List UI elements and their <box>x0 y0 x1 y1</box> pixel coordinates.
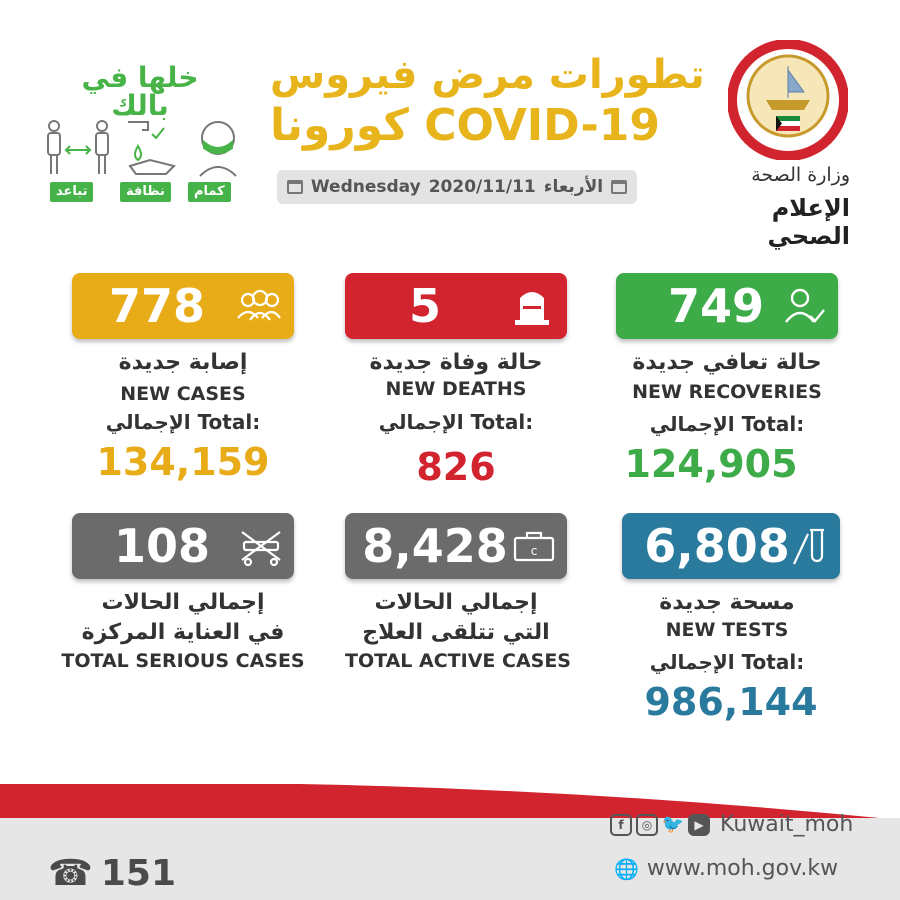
prevention-label-hygiene: نظافة <box>120 182 171 202</box>
new-cases-total-label: الإجمالي Total: <box>105 410 261 434</box>
new-recoveries-value: 749 <box>667 279 765 333</box>
test-tube-icon <box>788 526 834 566</box>
deaths-total: 826 <box>416 445 496 489</box>
footer-white-wave <box>0 760 900 820</box>
new-cases-label-en: NEW CASES <box>120 383 246 405</box>
new-recoveries-label-ar: حالة تعافي جديدة <box>632 350 822 375</box>
active-cases-label-en: TOTAL ACTIVE CASES <box>345 650 571 672</box>
title-line-2: كورونا COVID-19 <box>270 100 660 151</box>
calendar-icon <box>287 180 303 194</box>
new-tests-value: 6,808 <box>644 519 790 573</box>
globe-icon: 🌐 <box>614 856 639 881</box>
prevention-icons <box>40 116 250 180</box>
serious-cases-value: 108 <box>113 519 211 573</box>
instagram-icon[interactable]: ◎ <box>636 814 658 836</box>
new-deaths-box <box>345 273 567 339</box>
gravestone-icon <box>509 286 555 326</box>
active-cases-label-ar-1: إجمالي الحالات <box>374 590 538 615</box>
active-cases-value: 8,428 <box>362 519 508 573</box>
youtube-icon[interactable]: ▶ <box>688 814 710 836</box>
date-english: Wednesday <box>310 177 421 197</box>
hospital-bed-icon <box>238 526 284 566</box>
user-check-icon <box>782 286 828 326</box>
medical-case-icon <box>511 526 557 566</box>
ministry-logo <box>728 40 848 160</box>
people-group-icon <box>236 286 282 326</box>
new-tests-total-label: الإجمالي Total: <box>649 650 805 674</box>
mask-icon <box>200 122 236 176</box>
new-cases-box <box>72 273 294 339</box>
hotline-number: 151 <box>100 853 176 894</box>
serious-cases-label-en: TOTAL SERIOUS CASES <box>61 650 305 672</box>
website-link[interactable] <box>614 856 838 881</box>
twitter-icon[interactable]: 🐦 <box>661 814 685 835</box>
new-deaths-total-label: الإجمالي Total: <box>378 410 534 434</box>
slogan: خلها في بالك <box>81 61 199 122</box>
cases-total: 134,159 <box>96 440 270 484</box>
website-url[interactable]: www.moh.gov.kw <box>646 856 839 881</box>
new-tests-label-en: NEW TESTS <box>665 619 789 641</box>
social-handle[interactable]: Kuwait_moh <box>720 812 854 837</box>
hand-washing-icon <box>128 122 174 174</box>
serious-cases-label-ar-1: إجمالي الحالات <box>101 590 265 615</box>
calendar-icon <box>611 180 627 194</box>
new-tests-label-ar: مسحة جديدة <box>659 590 795 615</box>
tests-total: 986,144 <box>644 680 818 724</box>
new-cases-value: 778 <box>108 279 206 333</box>
media-department: الإعلام الصحي <box>767 194 850 250</box>
social-distancing-icon <box>48 121 108 174</box>
new-deaths-label-en: NEW DEATHS <box>385 378 527 400</box>
facebook-icon[interactable]: f <box>610 814 632 836</box>
date-value: 2020/11/11 <box>428 177 536 197</box>
prevention-label-mask: كمام <box>188 182 231 202</box>
active-cases-label-ar-2: التي تتلقى العلاج <box>362 620 550 645</box>
title-line-1: تطورات مرض فيروس <box>270 52 705 98</box>
phone-icon: ☎ <box>48 853 93 894</box>
date-arabic: الأربعاء <box>543 177 604 197</box>
serious-cases-box <box>72 513 294 579</box>
new-cases-label-ar: إصابة جديدة <box>118 350 248 375</box>
active-cases-box <box>345 513 567 579</box>
recoveries-total: 124,905 <box>624 442 798 486</box>
ministry-name: وزارة الصحة <box>751 164 850 186</box>
prevention-label-distancing: تباعد <box>50 182 93 202</box>
date-bar <box>277 170 637 204</box>
social-links <box>610 812 853 837</box>
new-deaths-value: 5 <box>408 279 441 333</box>
new-recoveries-box <box>616 273 838 339</box>
serious-cases-label-ar-2: في العناية المركزة <box>81 620 285 645</box>
new-tests-box <box>622 513 840 579</box>
new-recoveries-total-label: الإجمالي Total: <box>649 412 805 436</box>
svg-text:c: c <box>530 544 538 558</box>
new-deaths-label-ar: حالة وفاة جديدة <box>369 350 543 375</box>
new-recoveries-label-en: NEW RECOVERIES <box>632 381 822 403</box>
hotline <box>48 853 176 894</box>
